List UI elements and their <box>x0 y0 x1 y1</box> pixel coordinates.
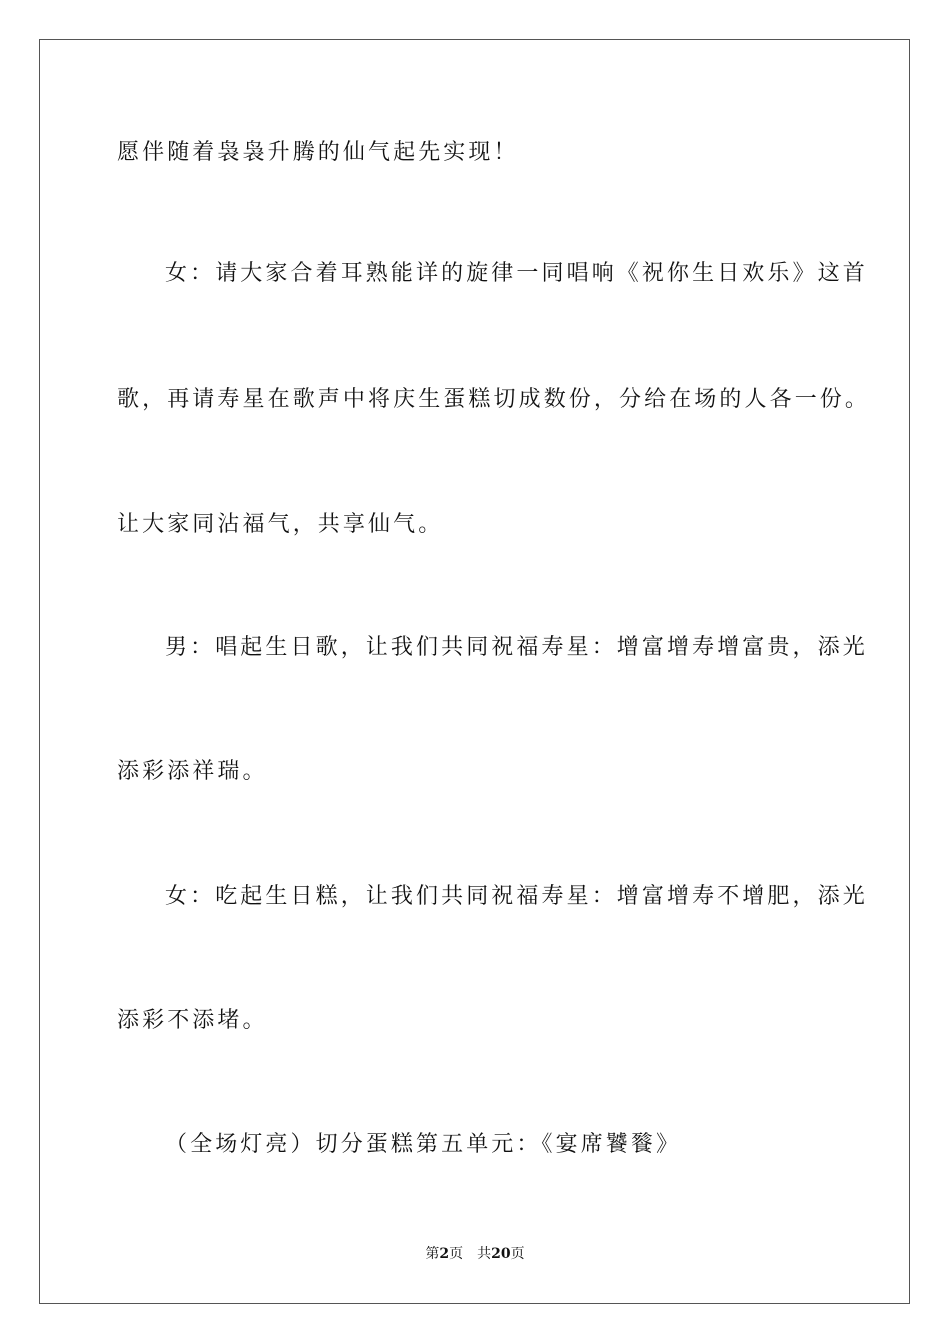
text-line-4: 让大家同沾福气，共享仙气。 <box>117 512 444 537</box>
text-line-1: 愿伴随着袅袅升腾的仙气起先实现！ <box>117 140 519 165</box>
page-frame <box>39 39 910 1304</box>
text-line-9: （全场灯亮）切分蛋糕第五单元：《宴席饕餮》 <box>165 1132 682 1157</box>
page-footer <box>0 1245 950 1263</box>
text-line-6: 添彩添祥瑞。 <box>117 759 268 784</box>
text-line-2: 女：请大家合着耳熟能详的旋律一同唱响《祝你生日欢乐》这首 <box>165 261 868 286</box>
text-line-5: 男：唱起生日歌，让我们共同祝福寿星：增富增寿增富贵，添光 <box>165 635 868 660</box>
footer-total-prefix: 共 <box>477 1246 492 1262</box>
footer-page-suffix: 页 <box>449 1246 464 1262</box>
footer-page-number: 2 <box>439 1246 450 1262</box>
text-line-7: 女：吃起生日糕，让我们共同祝福寿星：增富增寿不增肥，添光 <box>165 884 868 909</box>
text-line-3: 歌，再请寿星在歌声中将庆生蛋糕切成数份，分给在场的人各一份。 <box>117 387 871 412</box>
footer-total-pages: 20 <box>491 1246 511 1262</box>
text-line-8: 添彩不添堵。 <box>117 1008 268 1033</box>
footer-total-suffix: 页 <box>510 1246 525 1262</box>
footer-page-prefix: 第 <box>425 1246 440 1262</box>
